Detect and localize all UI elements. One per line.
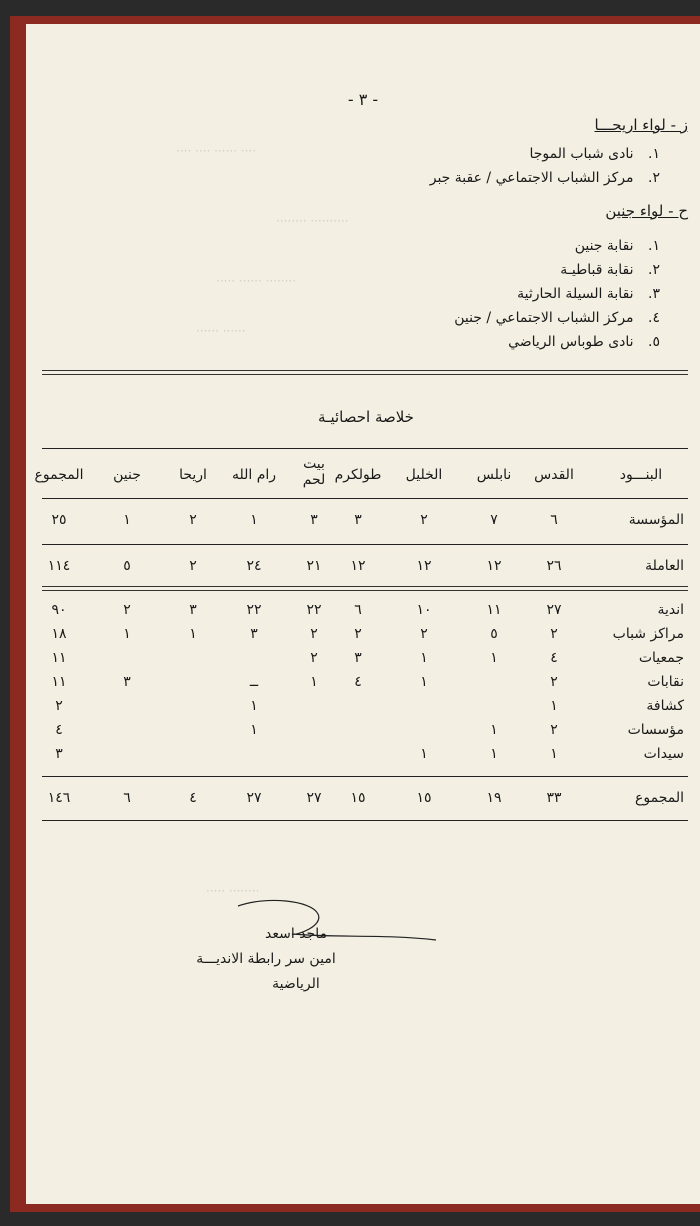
list-item bbox=[430, 170, 660, 186]
item-number: ٥. bbox=[648, 334, 660, 350]
table-cell: ١٨ bbox=[51, 626, 67, 642]
total-cell: ٤ bbox=[189, 790, 197, 806]
table-cell: ٣ bbox=[250, 626, 258, 642]
header-quds: القدس bbox=[534, 467, 574, 483]
list-item bbox=[508, 334, 660, 350]
total-cell: ٢٧ bbox=[306, 790, 322, 806]
table-cell: ١ bbox=[250, 512, 258, 528]
table-cell: ٢ bbox=[550, 674, 558, 690]
table-cell: ١ bbox=[490, 650, 498, 666]
total-cell: ١٥ bbox=[350, 790, 366, 806]
table-cell: ١ bbox=[310, 674, 318, 690]
table-cell: ٣ bbox=[189, 602, 197, 618]
table-cell: ١ bbox=[490, 746, 498, 762]
table-cell: ١ bbox=[189, 626, 197, 642]
row-rule bbox=[42, 544, 688, 545]
section-h-title: ح - لواء جنين bbox=[605, 202, 688, 220]
header-nablus: نابلس bbox=[476, 467, 512, 483]
table-cell: ٣ bbox=[55, 746, 63, 762]
header-rule bbox=[42, 498, 688, 499]
item-number: ١. bbox=[648, 146, 660, 162]
table-cell: ٢ bbox=[354, 626, 362, 642]
table-cell: ٢ bbox=[123, 602, 131, 618]
table-cell: ٣ bbox=[310, 512, 318, 528]
table-cell: ١ bbox=[250, 722, 258, 738]
show-through-text: ········ ····· bbox=[206, 884, 260, 898]
row-label: كشافة bbox=[646, 698, 684, 714]
item-text: نقابة السيلة الحارثية bbox=[517, 286, 634, 302]
header-jericho: اريحا bbox=[179, 467, 207, 483]
table-cell: ١ bbox=[420, 650, 428, 666]
signatory-org: الرياضية bbox=[272, 976, 320, 992]
list-item bbox=[575, 238, 660, 254]
row-label: نقابات bbox=[647, 674, 684, 690]
show-through-text: ···· ······ ···· ···· bbox=[176, 144, 257, 158]
total-row-label: المجموع bbox=[635, 790, 684, 806]
header-khalil: الخليل bbox=[405, 467, 443, 483]
table-cell: ٢ bbox=[310, 626, 318, 642]
row-label: العاملة bbox=[645, 558, 684, 574]
show-through-text: ········ ······ ····· bbox=[216, 274, 297, 288]
header-tulkarm: طولكرم bbox=[334, 467, 382, 483]
table-cell: ــ bbox=[249, 674, 259, 690]
table-cell: ٢ bbox=[420, 626, 428, 642]
item-text: نادى طوباس الرياضي bbox=[508, 334, 634, 350]
item-text: نقابة قباطيـة bbox=[560, 262, 634, 278]
table-cell: ٧ bbox=[490, 512, 498, 528]
row-label: جمعيات bbox=[638, 650, 684, 666]
table-cell: ٢ bbox=[310, 650, 318, 666]
header-bethlehem-line2: لحم bbox=[302, 472, 326, 488]
item-text: نادى شباب الموجا bbox=[529, 146, 634, 162]
table-cell: ٦ bbox=[354, 602, 362, 618]
table-cell: ٤ bbox=[354, 674, 362, 690]
table-cell: ٢ bbox=[189, 512, 197, 528]
total-cell: ١٤٦ bbox=[47, 790, 71, 806]
table-cell: ١ bbox=[420, 674, 428, 690]
table-cell: ٢٢ bbox=[306, 602, 322, 618]
table-cell: ٢ bbox=[420, 512, 428, 528]
list-item bbox=[454, 310, 660, 326]
table-cell: ١ bbox=[250, 698, 258, 714]
table-cell: ١ bbox=[420, 746, 428, 762]
row-label: اندية bbox=[657, 602, 684, 618]
table-cell: ٤ bbox=[55, 722, 63, 738]
table-cell: ٢ bbox=[55, 698, 63, 714]
table-cell: ١٢ bbox=[486, 558, 502, 574]
table-cell: ٥ bbox=[490, 626, 498, 642]
table-top-rule bbox=[42, 448, 688, 449]
page-number: - ٣ - bbox=[347, 90, 379, 109]
table-bottom-rule bbox=[42, 820, 688, 821]
double-divider bbox=[42, 370, 688, 375]
total-cell: ٣٣ bbox=[546, 790, 562, 806]
item-number: ٤. bbox=[648, 310, 660, 326]
item-number: ٢. bbox=[648, 170, 660, 186]
item-number: ٣. bbox=[648, 286, 660, 302]
table-cell: ٣ bbox=[354, 650, 362, 666]
total-cell: ١٥ bbox=[416, 790, 432, 806]
row-label: المؤسسة bbox=[628, 512, 684, 528]
total-cell: ٦ bbox=[123, 790, 131, 806]
table-cell: ١٢ bbox=[416, 558, 432, 574]
list-item bbox=[517, 286, 660, 302]
table-cell: ١٠ bbox=[416, 602, 432, 618]
table-cell: ١ bbox=[550, 698, 558, 714]
document-page bbox=[26, 24, 700, 1204]
table-cell: ٤ bbox=[550, 650, 558, 666]
table-cell: ٢١ bbox=[306, 558, 322, 574]
item-text: نقابة جنين bbox=[574, 238, 634, 254]
table-cell: ٢٥ bbox=[51, 512, 67, 528]
table-cell: ٢٧ bbox=[546, 602, 562, 618]
table-cell: ٢٤ bbox=[246, 558, 262, 574]
table-cell: ٦ bbox=[550, 512, 558, 528]
table-cell: ٥ bbox=[123, 558, 131, 574]
table-cell: ٢ bbox=[550, 722, 558, 738]
total-cell: ٢٧ bbox=[246, 790, 262, 806]
item-number: ٢. bbox=[648, 262, 660, 278]
header-jenin: جنين bbox=[113, 467, 141, 483]
table-cell: ٣ bbox=[354, 512, 362, 528]
table-cell: ١ bbox=[123, 512, 131, 528]
table-cell: ١ bbox=[123, 626, 131, 642]
item-number: ١. bbox=[648, 238, 660, 254]
list-item bbox=[560, 262, 660, 278]
row-label: سيدات bbox=[643, 746, 684, 762]
table-cell: ٢٢ bbox=[246, 602, 262, 618]
header-items: البنـــود bbox=[619, 467, 663, 483]
show-through-text: ·········· ········ bbox=[276, 214, 349, 228]
signature-scribble bbox=[226, 894, 446, 954]
table-cell: ١ bbox=[550, 746, 558, 762]
header-bethlehem-line1: بيت bbox=[303, 456, 325, 472]
table-cell: ١٢ bbox=[350, 558, 366, 574]
row-label: مراكز شباب bbox=[612, 626, 684, 642]
list-item bbox=[529, 146, 660, 162]
total-cell: ١٩ bbox=[486, 790, 502, 806]
table-cell: ١١ bbox=[51, 650, 67, 666]
item-text: مركز الشباب الاجتماعي / جنين bbox=[454, 310, 634, 326]
signatory-role: امين سر رابطة الانديـــة bbox=[196, 951, 336, 967]
table-cell: ٩٠ bbox=[51, 602, 67, 618]
table-cell: ١ bbox=[490, 722, 498, 738]
total-top-rule bbox=[42, 776, 688, 777]
show-through-text: ······ ······ bbox=[196, 324, 246, 338]
header-total: المجموع bbox=[34, 467, 84, 483]
table-cell: ٢ bbox=[189, 558, 197, 574]
row-label: مؤسسات bbox=[627, 722, 684, 738]
table-cell: ٢٦ bbox=[546, 558, 562, 574]
stats-title: خلاصة احصائيـة bbox=[318, 408, 414, 426]
item-text: مركز الشباب الاجتماعي / عقبة جبر bbox=[429, 170, 634, 186]
section-double-rule bbox=[42, 586, 688, 591]
table-cell: ١١ bbox=[51, 674, 67, 690]
header-ramallah: رام الله bbox=[231, 467, 277, 483]
table-cell: ٢ bbox=[550, 626, 558, 642]
table-cell: ٣ bbox=[123, 674, 131, 690]
table-cell: ١١٤ bbox=[47, 558, 71, 574]
section-z-title: ز - لواء اريحـــا bbox=[594, 116, 688, 134]
signatory-name: ماجد اسعد bbox=[265, 926, 327, 942]
table-cell: ١١ bbox=[486, 602, 502, 618]
